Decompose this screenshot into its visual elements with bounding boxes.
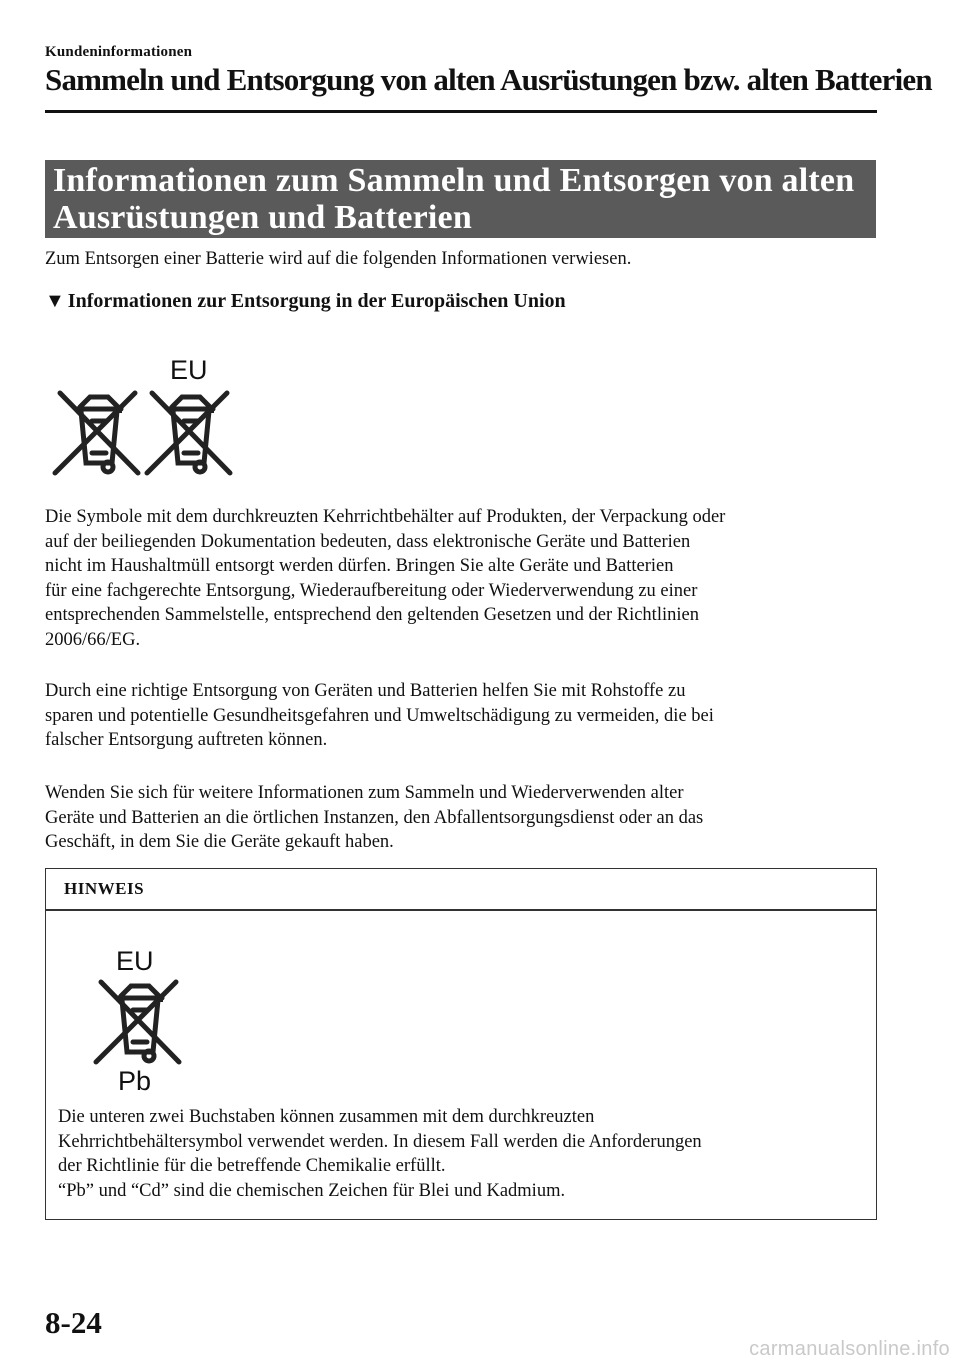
text-line: auf der beiliegenden Dokumentation bedeuten, dass elektronische Geräte und Batterien: [45, 531, 691, 552]
note-divider: [46, 909, 876, 911]
text-line: der Richtlinie für die betreffende Chemikalie erfüllt.: [58, 1156, 446, 1176]
subsection-title: Informationen zur Entsorgung in der Europäischen Union: [67, 290, 566, 312]
header-divider: [45, 110, 877, 113]
paragraph-further-info: [45, 781, 875, 855]
chapter-label: Kundeninformationen: [45, 44, 193, 60]
pb-label: Pb: [118, 1066, 152, 1096]
text-line: Wenden Sie sich für weitere Informationen zum Sammeln und Wiederverwenden alter: [45, 783, 684, 803]
paragraph-proper-disposal: [45, 679, 875, 753]
text-line: 2006/66/EG.: [45, 629, 141, 650]
text-line: Kehrrichtbehältersymbol verwendet werden. In diesem Fall werden die Anforderungen: [58, 1131, 702, 1152]
eu-label: EU: [116, 946, 154, 976]
text-line: Geschäft, in dem Sie die Geräte gekauft haben.: [45, 832, 394, 852]
eu-disposal-symbols: [50, 355, 240, 480]
watermark: carmanualsonline.info: [749, 1338, 950, 1360]
text-line: Die unteren zwei Buchstaben können zusammen mit dem durchkreuzten: [58, 1107, 595, 1127]
text-line: entsprechenden Sammelstelle, entsprechend den geltenden Gesetzen und der Richtlinien: [45, 605, 699, 625]
note-box: [45, 868, 877, 1220]
section-title-line-2: Ausrüstungen und Batterien: [53, 199, 472, 236]
crossed-bin-icon: [91, 974, 186, 1069]
section-banner: [45, 160, 876, 238]
section-title: [53, 162, 873, 236]
eu-label: EU: [170, 355, 208, 385]
page-number: 8-24: [45, 1305, 102, 1340]
crossed-bin-icon: [50, 385, 145, 480]
running-title: Sammeln und Entsorgung von alten Ausrüstungen bzw. alten Batterien: [45, 62, 932, 97]
text-line: “Pb” und “Cd” sind die chemischen Zeichen für Blei und Kadmium.: [58, 1180, 566, 1201]
pb-disposal-symbol: [86, 944, 196, 1094]
crossed-bin-icon: [142, 385, 237, 480]
text-line: Geräte und Batterien an die örtlichen Instanzen, den Abfallentsorgungsdienst oder an das: [45, 807, 704, 828]
text-line: für eine fachgerechte Entsorgung, Wiederaufbereitung oder Wiederverwendung zu einer: [45, 580, 698, 601]
paragraph-symbol-meaning: [45, 505, 875, 652]
text-line: sparen und potentielle Gesundheitsgefahren und Umweltschädigung zu vermeiden, die bei: [45, 705, 714, 726]
text-line: nicht im Haushaltmüll entsorgt werden dürfen. Bringen Sie alte Geräte und Batterien: [45, 556, 674, 576]
subsection-heading: [45, 290, 566, 313]
note-title: HINWEIS: [64, 879, 145, 898]
text-line: Durch eine richtige Entsorgung von Geräten und Batterien helfen Sie mit Rohstoffe zu: [45, 681, 686, 701]
triangle-marker-icon: ▼: [45, 290, 65, 312]
text-line: Die Symbole mit dem durchkreuzten Kehrrichtbehälter auf Produkten, der Verpackung oder: [45, 507, 726, 527]
text-line: falscher Entsorgung auftreten können.: [45, 730, 328, 750]
note-text: [58, 1105, 868, 1203]
section-title-line-1: Informationen zum Sammeln und Entsorgen von alten: [53, 162, 855, 199]
intro-text: Zum Entsorgen einer Batterie wird auf die folgenden Informationen verwiesen.: [45, 249, 632, 269]
